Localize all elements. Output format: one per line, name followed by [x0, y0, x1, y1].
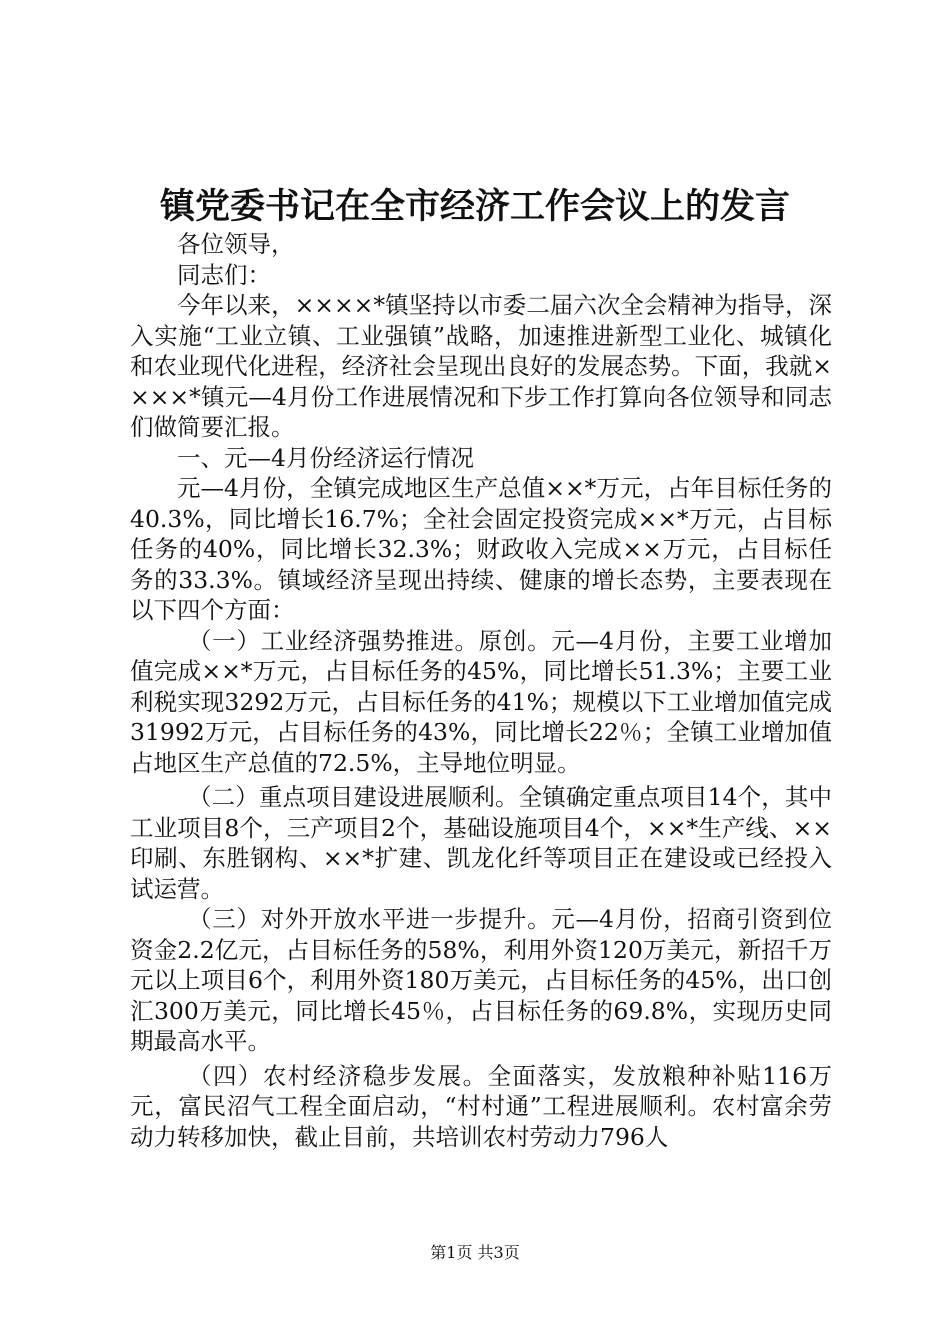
document-body	[130, 229, 832, 1152]
salutation-leaders: 各位领导，	[177, 230, 295, 258]
economy-overview-paragraph: 元—4月份，全镇完成地区生产总值××*万元，占年目标任务的40.3%，同比增长16.7%；全社会固定投资完成××*万元，占目标任务的40%，同比增长32.3%；财政收入完成××万元，占目标任务的33.3%。镇域经济呈现出持续、健康的增长态势，主要表现在以下四个方面：	[130, 474, 832, 624]
page-number-footer: 第1页 共3页	[430, 1243, 520, 1262]
industry-paragraph: （一）工业经济强势推进。原创。元—4月份，主要工业增加值完成××*万元，占目标任务的45%，同比增长51.3%；主要工业利税实现3292万元，占目标任务的41%；规模以下工业增加值完成31992万元，占目标任务的43%，同比增长22％；全镇工业增加值占地区生产总值的72.5%，主导地位明显。	[130, 626, 832, 777]
intro-paragraph: 今年以来，××××*镇坚持以市委二届六次全会精神为指导，深入实施“工业立镇、工业强镇”战略，加速推进新型工业化、城镇化和农业现代化进程，经济社会呈现出良好的发展态势。下面，我就××××*镇元—4月份工作进展情况和下步工作打算向各位领导和同志们做简要汇报。	[130, 291, 832, 441]
section-heading-1: 一、元—4月份经济运行情况	[177, 443, 474, 472]
key-projects-paragraph: （二）重点项目建设进展顺利。全镇确定重点项目14个，其中工业项目8个，三产项目2个，基础设施项目4个，××*生产线、××印刷、东胜钢构、××*扩建、凯龙化纤等项目正在建设或已经投入试运营。	[130, 783, 832, 903]
rural-economy-paragraph: （四）农村经济稳步发展。全面落实，发放粮种补贴116万元，富民沼气工程全面启动，“村村通”工程进展顺利。农村富余劳动力转移加快，截止目前，共培训农村劳动力796人	[130, 1061, 832, 1151]
salutation-comrades: 同志们：	[177, 260, 271, 289]
opening-up-paragraph: （三）对外开放水平进一步提升。元—4月份，招商引资到位资金2.2亿元，占目标任务的58%，利用外资120万美元，新招千万元以上项目6个，利用外资180万美元，占目标任务的45%，出口创汇300万美元，同比增长45％，占目标任务的69.8%，实现历史同期最高水平。	[130, 905, 832, 1055]
document-title: 镇党委书记在全市经济工作会议上的发言	[159, 187, 790, 227]
